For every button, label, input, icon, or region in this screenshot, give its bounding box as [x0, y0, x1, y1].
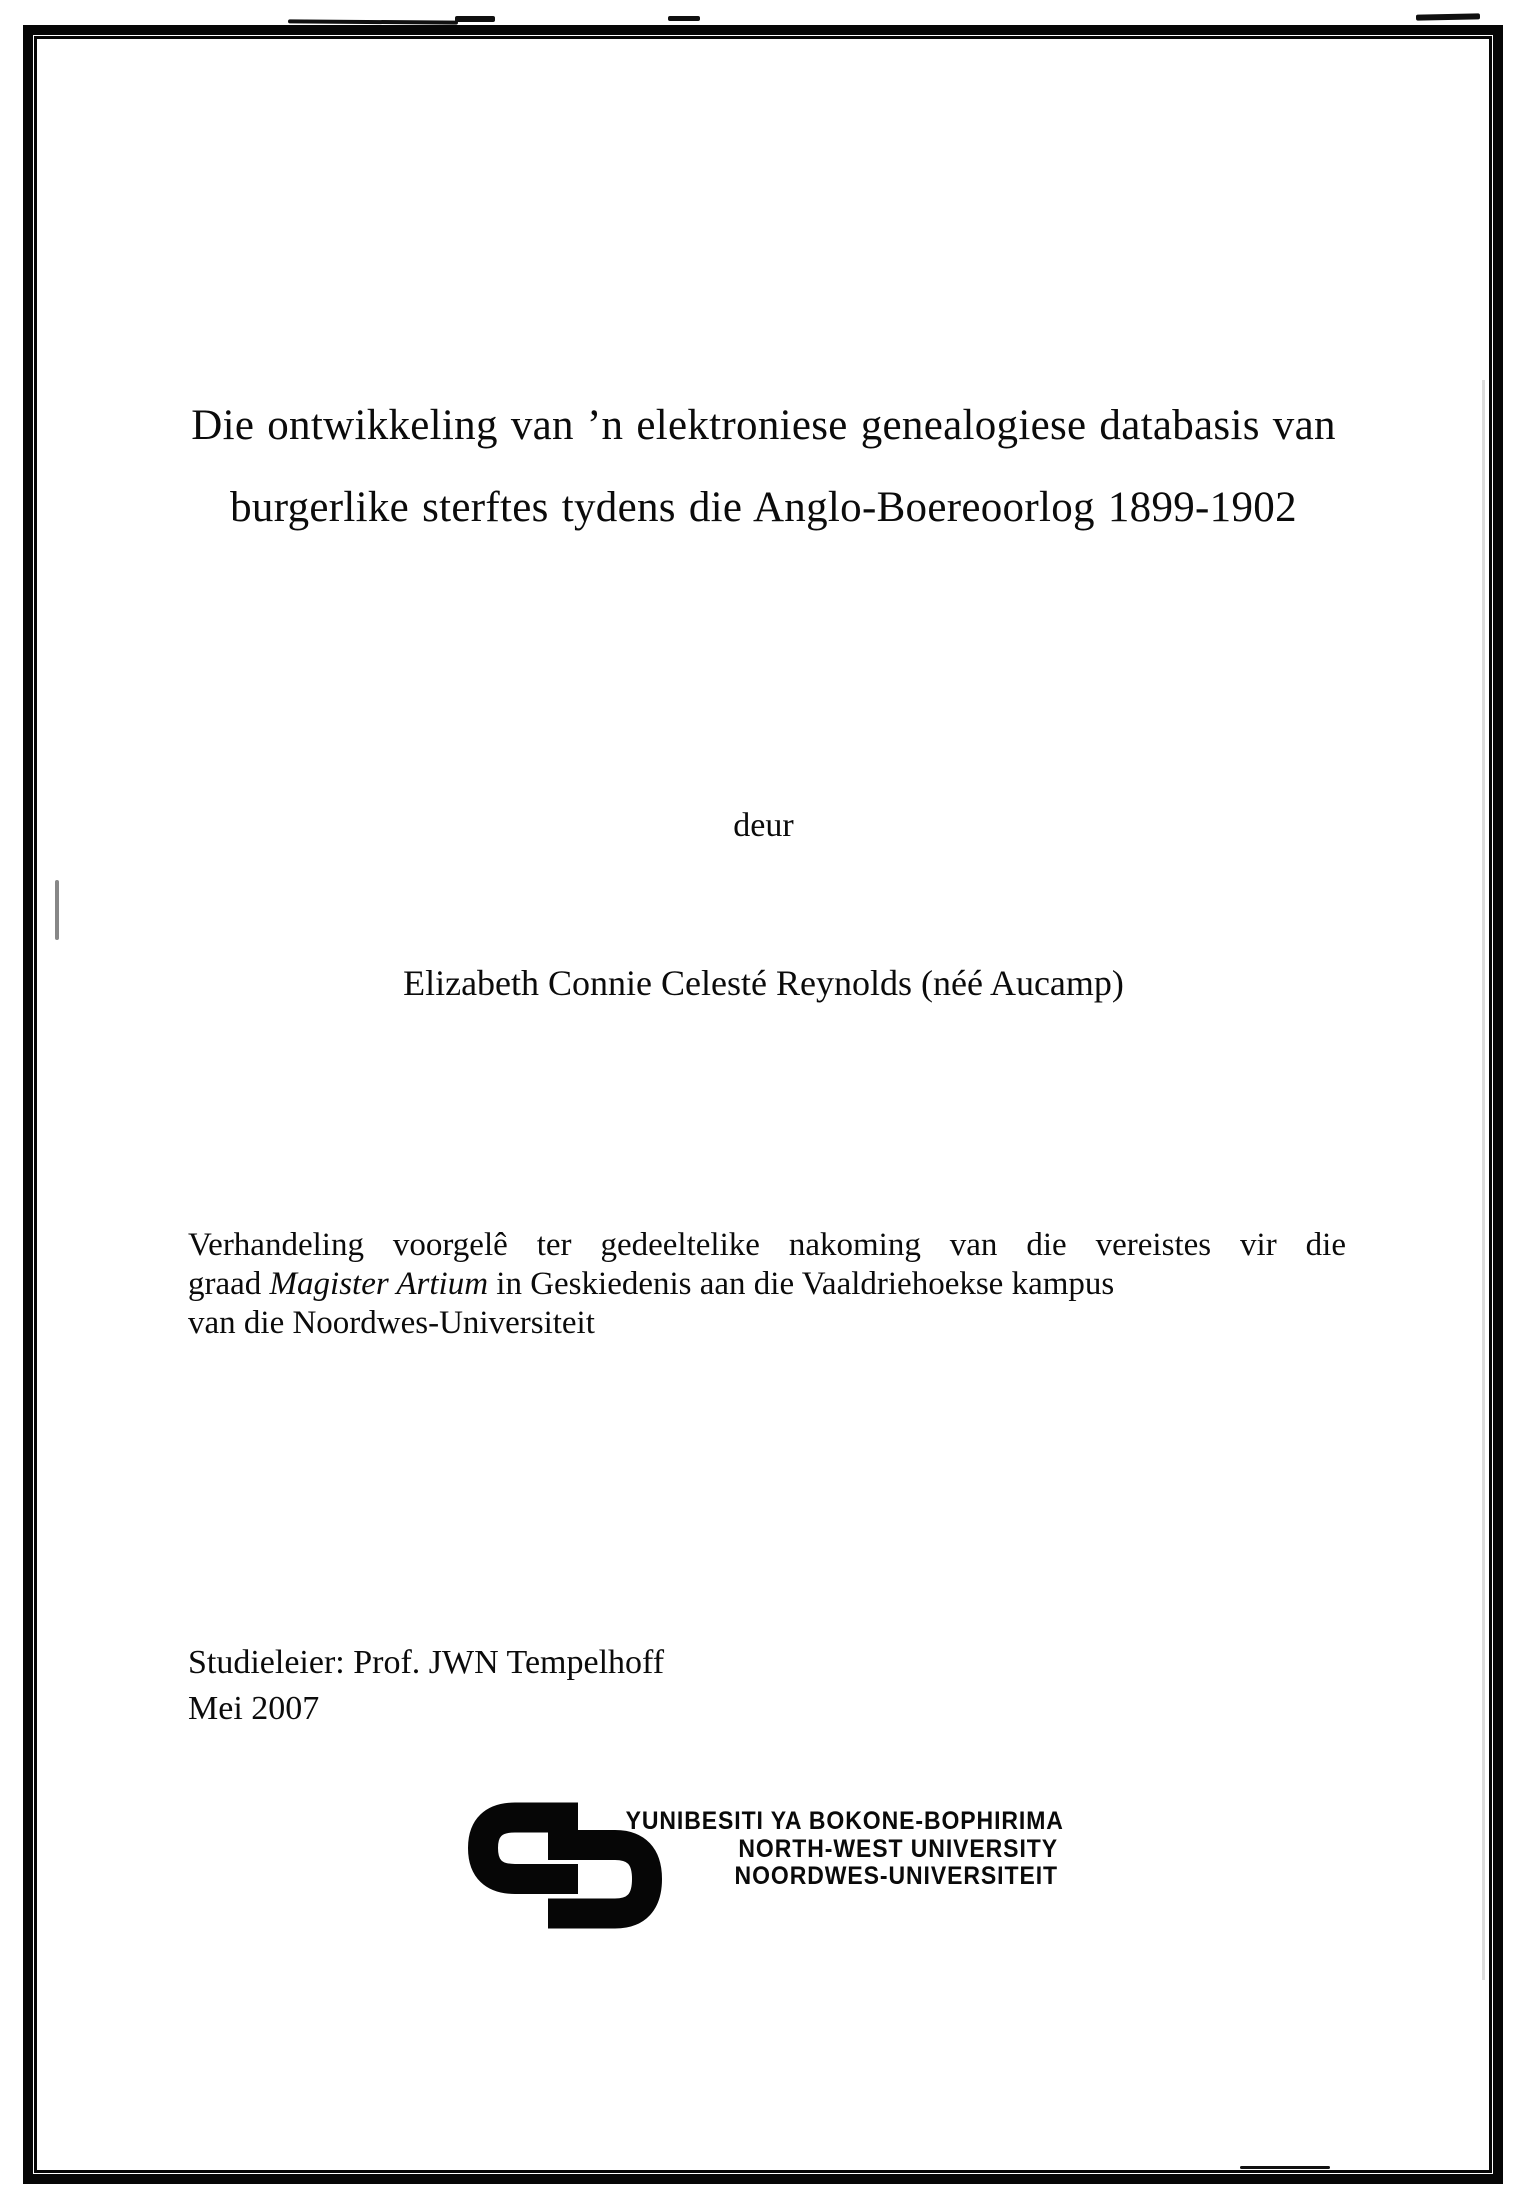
- logo-line-setswana: YUNIBESITI YA BOKONE-BOPHIRIMA: [625, 1807, 1064, 1835]
- university-logo: [468, 1798, 1064, 1938]
- scan-smudge: [1416, 13, 1480, 20]
- byline-deur: deur: [733, 807, 794, 844]
- degree-statement-line-1: Verhandeling voorgelê ter gedeeltelike nakoming van die vereistes vir die: [188, 1227, 1346, 1263]
- degree-statement-line-2-post: in Geskiedenis aan die Vaaldriehoekse kampus: [488, 1266, 1115, 1302]
- thesis-title-line-2: burgerlike sterftes tydens die Anglo-Boereoorlog 1899-1902: [230, 484, 1297, 531]
- scan-smudge: [1240, 2166, 1330, 2169]
- scan-smudge: [668, 16, 700, 21]
- scan-edge-streak: [1482, 380, 1485, 1980]
- logo-line-english: NORTH-WEST UNIVERSITY: [738, 1834, 1058, 1863]
- scan-smudge: [288, 19, 458, 24]
- degree-name-italic: Magister Artium: [269, 1266, 489, 1302]
- author-name: Elizabeth Connie Celesté Reynolds (néé Aucamp): [403, 963, 1124, 1003]
- supervisor-block: [188, 1640, 664, 1732]
- university-logo-wordmark: [625, 1807, 1064, 1891]
- degree-statement-line-2: [188, 1265, 1346, 1304]
- degree-statement-line-2-pre: graad: [188, 1266, 270, 1302]
- scan-smudge: [55, 880, 59, 940]
- degree-statement-line-3: van die Noordwes-Universiteit: [188, 1305, 595, 1341]
- thesis-title: [120, 385, 1407, 549]
- degree-statement: [188, 1226, 1346, 1343]
- thesis-title-line-1: Die ontwikkeling van ’n elektroniese genealogiese databasis van: [191, 402, 1336, 449]
- scan-smudge: [455, 16, 495, 22]
- logo-line-afrikaans: NOORDWES-UNIVERSITEIT: [734, 1862, 1058, 1890]
- date-line: Mei 2007: [188, 1690, 320, 1727]
- supervisor-line: Studieleier: Prof. JWN Tempelhoff: [188, 1644, 665, 1681]
